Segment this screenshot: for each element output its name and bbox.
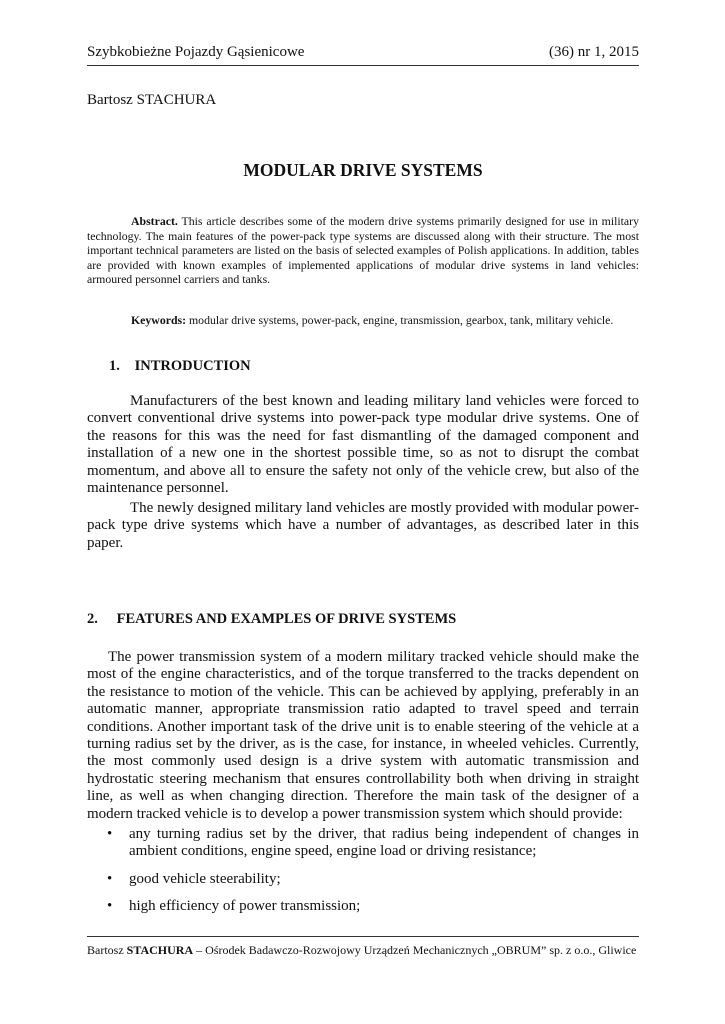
issue-info: (36) nr 1, 2015 <box>549 44 639 60</box>
bullet-icon: • <box>107 870 113 887</box>
paragraph: The power transmission system of a modern military tracked vehicle should make the most of the engine characteristics, and of the torque transferred to the tracks dependent on the resistance to motion of the vehicle. This can be achieved by applying, preferably in an automatic manner, appropriate transmission ratio adapted to travel speed and terrain conditions. Another important task of the drive unit is to enable steering of the vehicle at a turning radius set by the driver, as is the case, for instance, in wheeled vehicles. Currently, the most commonly used design is a drive system with automatic transmission and hydrostatic steering mechanism that ensures controllability both when driving in straight line, as well as when changing direction. Therefore the main task of the designer of a modern tracked vehicle is to develop a power transmission system which should provide: <box>87 649 639 822</box>
keywords-text: modular drive systems, power-pack, engine, transmission, gearbox, tank, military vehicle. <box>186 313 614 327</box>
list-item-text: any turning radius set by the driver, that radius being independent of changes in ambient conditions, engine speed, engine load or driving resistance; <box>129 826 639 860</box>
footnote-surname: STACHURA <box>126 943 194 957</box>
section-heading-features <box>87 611 456 628</box>
author-name: Bartosz STACHURA <box>87 92 217 108</box>
running-header <box>87 44 639 66</box>
list-item <box>87 871 639 888</box>
list-item-text: good vehicle steerability; <box>129 870 281 887</box>
footnote-text: – Ośrodek Badawczo-Rozwojowy Urządzeń Mechanicznych „OBRUM” sp. z o.o., Gliwice <box>193 943 637 957</box>
keywords <box>131 313 639 328</box>
bullet-icon: • <box>107 898 113 915</box>
paragraph: Manufacturers of the best known and leading military land vehicles were forced to convert conventional drive systems into power-pack type modular drive systems. One of the reasons for this was the need for fast dismantling of the damaged component and installation of a new one in the shortest possible time, so as not to disrupt the combat momentum, and above all to ensure the safety not only of the vehicle crew, but also of the maintenance personnel. <box>87 393 639 497</box>
footnote-name: Bartosz <box>87 943 127 957</box>
bullet-icon: • <box>107 826 113 842</box>
paper-title: MODULAR DRIVE SYSTEMS <box>243 160 483 180</box>
section-heading-introduction <box>109 358 251 375</box>
author-affiliation-footnote <box>87 943 639 958</box>
abstract-text: This article describes some of the modern drive systems primarily designed for use in military technology. The main features of the power-pack type systems are discussed along with their structure. The most important technical parameters are listed on the basis of selected examples of Polish applications. In addition, tables are provided with known examples of implemented applications of modular drive systems in land vehicles: armoured personnel carriers and tanks. <box>87 214 639 286</box>
requirements-list <box>87 826 639 926</box>
section-title: FEATURES AND EXAMPLES OF DRIVE SYSTEMS <box>116 611 457 627</box>
abstract <box>87 214 639 287</box>
abstract-label: Abstract. <box>131 214 178 228</box>
keywords-label: Keywords: <box>131 313 187 327</box>
list-item <box>87 826 639 861</box>
section-title: INTRODUCTION <box>134 358 251 374</box>
paragraph: The newly designed military land vehicles are mostly provided with modular power-pack type drive systems which have a number of advantages, as described later in this paper. <box>87 500 639 551</box>
list-item-text: high efficiency of power transmission; <box>129 898 361 915</box>
journal-name: Szybkobieżne Pojazdy Gąsienicowe <box>87 44 305 60</box>
footnote-divider <box>87 936 639 937</box>
section-number: 1. <box>109 358 120 374</box>
list-item <box>87 898 639 915</box>
section-number: 2. <box>87 611 98 627</box>
